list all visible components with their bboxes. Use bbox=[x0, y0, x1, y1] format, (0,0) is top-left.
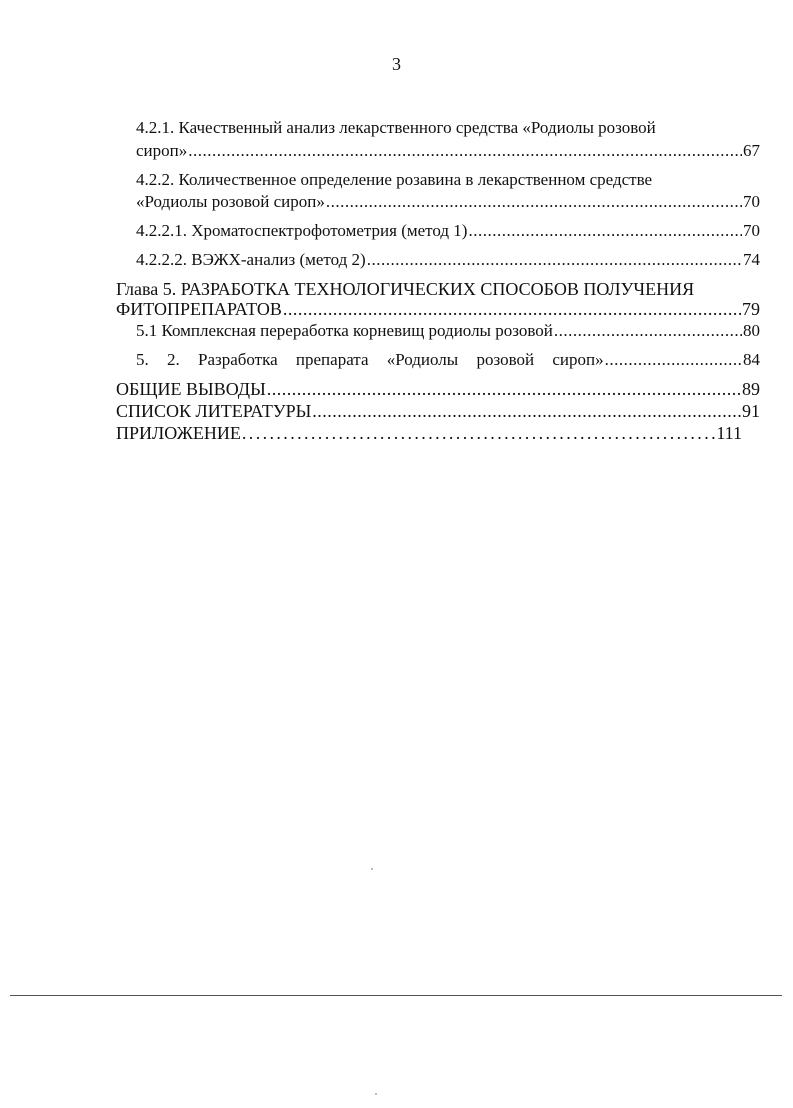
toc-entry-title: 5. 2. Разработка препарата «Родиолы розовой сироп» bbox=[136, 350, 604, 369]
dot-leader bbox=[554, 320, 742, 342]
toc-entry-4-2-1-line-1 bbox=[136, 117, 758, 139]
toc-entry-title: 4.2.2.1. Хроматоспектрофотометрия (метод 1) bbox=[136, 221, 468, 240]
toc-entry-4-2-2[interactable] bbox=[136, 191, 760, 213]
page-number: 3 bbox=[392, 54, 401, 74]
toc-page-number: 67 bbox=[743, 141, 760, 160]
toc-entry-4-2-2-1[interactable] bbox=[136, 220, 760, 242]
toc-appendix[interactable] bbox=[116, 422, 742, 444]
toc-page-number: 84 bbox=[743, 350, 760, 369]
toc-general-conclusions[interactable] bbox=[116, 378, 760, 400]
toc-page-number: 79 bbox=[742, 299, 760, 319]
toc-page-number: 91 bbox=[742, 401, 760, 421]
dot-leader bbox=[605, 349, 742, 371]
toc-entry-title: ПРИЛОЖЕНИЕ bbox=[116, 423, 241, 443]
dot-leader bbox=[188, 140, 742, 162]
toc-entry-title: «Родиолы розовой сироп» bbox=[136, 192, 325, 211]
toc-entry-title: 4.2.2. Количественное определение розавина в лекарственном средстве bbox=[136, 170, 653, 189]
toc-entry-title: ОБЩИЕ ВЫВОДЫ bbox=[116, 379, 266, 399]
toc-chapter-5-line-1 bbox=[116, 278, 760, 300]
toc-entry-4-2-2-line-1 bbox=[136, 169, 758, 191]
toc-entry-title: сироп» bbox=[136, 141, 188, 160]
dot-leader bbox=[326, 191, 742, 213]
footer-rule bbox=[10, 995, 782, 996]
toc-entry-title: Глава 5. РАЗРАБОТКА ТЕХНОЛОГИЧЕСКИХ СПОСОБОВ ПОЛУЧЕНИЯ bbox=[116, 279, 695, 299]
toc-entry-5-1[interactable] bbox=[136, 320, 760, 342]
toc-page-number: 70 bbox=[743, 192, 760, 211]
dot-leader bbox=[367, 249, 742, 271]
toc-page-number: 89 bbox=[742, 379, 760, 399]
dot-leader bbox=[283, 298, 741, 320]
toc-entry-title: ФИТОПРЕПАРАТОВ bbox=[116, 299, 282, 319]
dot-leader bbox=[312, 400, 741, 422]
toc-page-number: 111 bbox=[716, 423, 742, 443]
toc-references[interactable] bbox=[116, 400, 760, 422]
toc-entry-title: СПИСОК ЛИТЕРАТУРЫ bbox=[116, 401, 312, 421]
toc-entry-title: 4.2.1. Качественный анализ лекарственного средства «Родиолы розовой bbox=[136, 118, 656, 137]
toc-page-number: 80 bbox=[743, 321, 760, 340]
dot-leader bbox=[242, 422, 715, 444]
scan-speck bbox=[375, 1093, 377, 1095]
toc-page-number: 74 bbox=[743, 250, 760, 269]
dot-leader bbox=[267, 378, 741, 400]
toc-entry-5-2[interactable] bbox=[136, 349, 760, 371]
toc-entry-title: 4.2.2.2. ВЭЖХ-анализ (метод 2) bbox=[136, 250, 366, 269]
dot-leader bbox=[468, 220, 742, 242]
scan-speck bbox=[371, 868, 373, 870]
toc-entry-4-2-2-2[interactable] bbox=[136, 249, 760, 271]
toc-page-number: 70 bbox=[743, 221, 760, 240]
toc-chapter-5[interactable] bbox=[116, 298, 760, 320]
toc-entry-4-2-1[interactable] bbox=[136, 140, 760, 162]
toc-entry-title: 5.1 Комплексная переработка корневищ родиолы розовой bbox=[136, 321, 553, 340]
